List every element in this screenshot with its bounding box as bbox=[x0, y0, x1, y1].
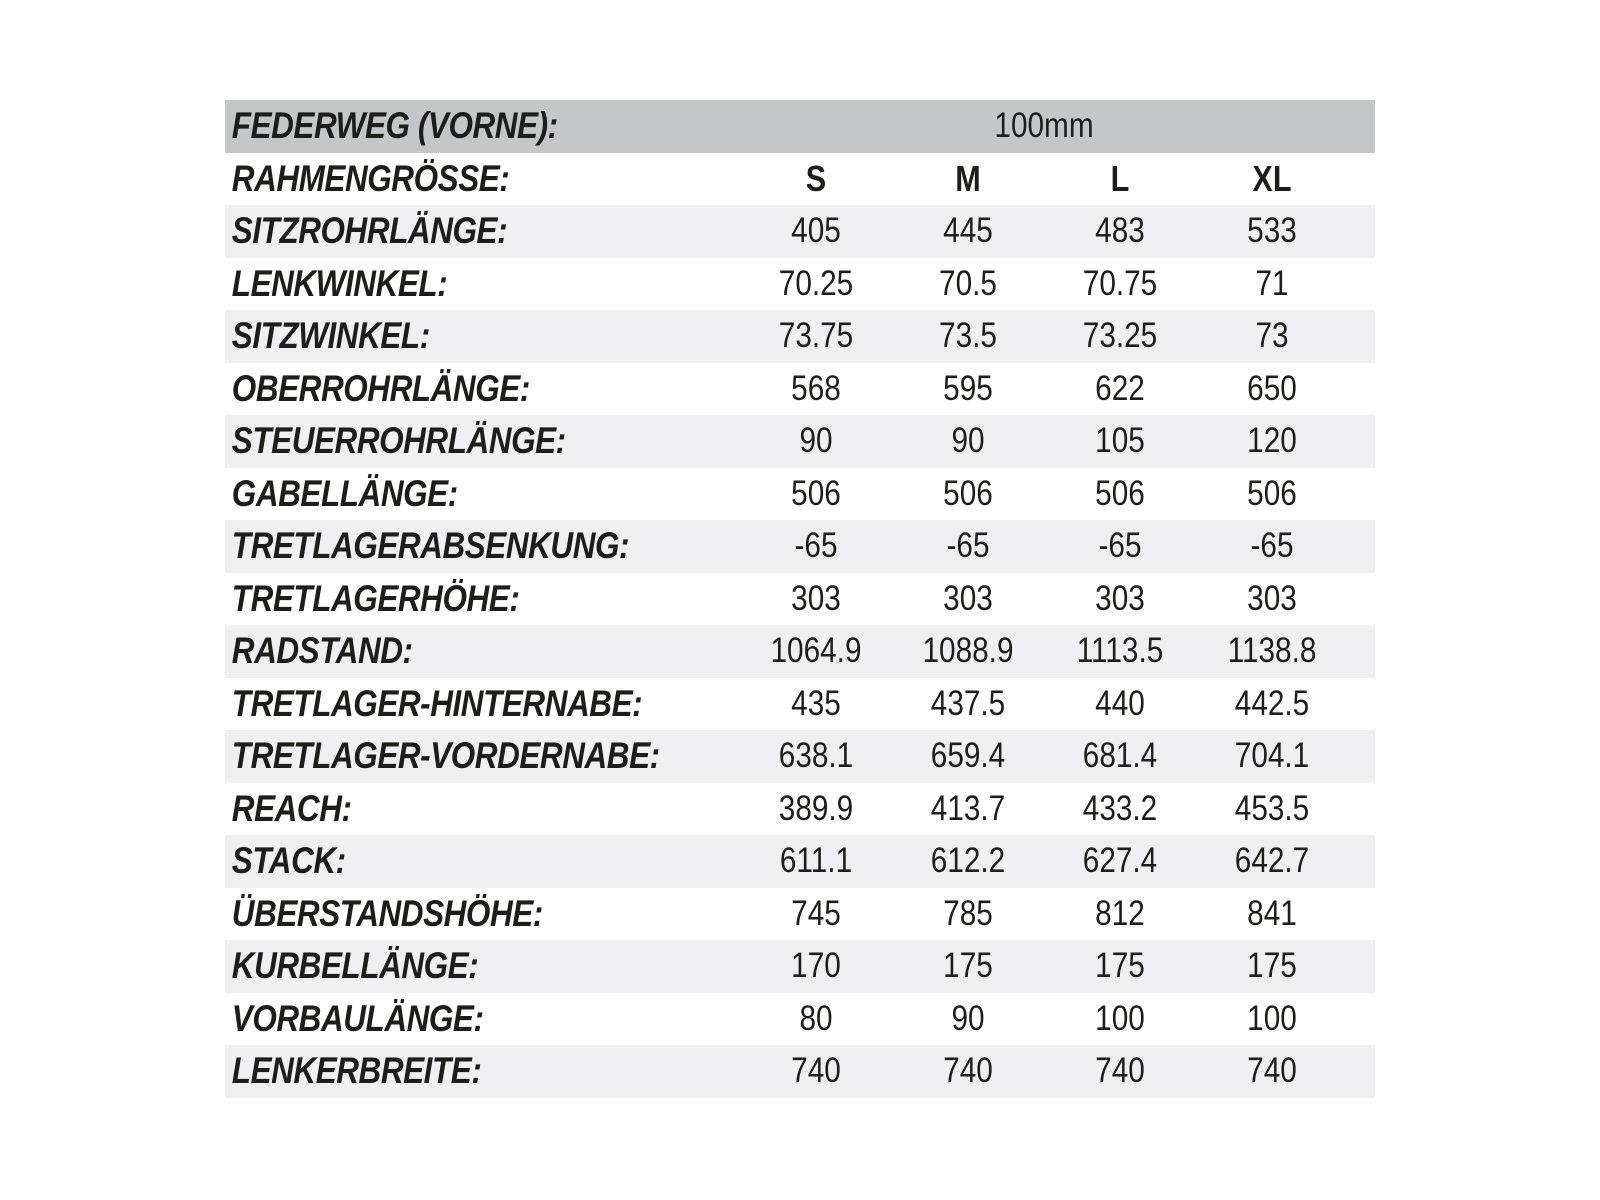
table-row bbox=[225, 835, 1375, 888]
spec-label: VORBAULÄNGE: bbox=[231, 997, 484, 1039]
spec-value-xl: 642.7 bbox=[1234, 841, 1310, 881]
spec-label: REACH: bbox=[231, 787, 352, 829]
table-row bbox=[225, 415, 1375, 468]
spec-value-m: 740 bbox=[943, 1051, 993, 1091]
spec-value-m: 612.2 bbox=[930, 841, 1006, 881]
spec-value-xl: 1138.8 bbox=[1227, 631, 1317, 671]
spec-value-l: 740 bbox=[1095, 1051, 1145, 1091]
spec-value-xl: 73 bbox=[1255, 316, 1289, 356]
travel-header-value: 100mm bbox=[994, 106, 1094, 146]
spec-label: TRETLAGERHÖHE: bbox=[231, 577, 520, 619]
spec-value-xl: 303 bbox=[1247, 578, 1297, 618]
spec-value-m: 506 bbox=[943, 473, 993, 513]
spec-value-m: 595 bbox=[943, 368, 993, 408]
spec-label: LENKWINKEL: bbox=[231, 262, 448, 304]
spec-value-xl: 704.1 bbox=[1234, 736, 1310, 776]
spec-value-s: 405 bbox=[791, 211, 841, 251]
spec-value-s: 435 bbox=[791, 683, 841, 723]
spec-value-m: 659.4 bbox=[930, 736, 1006, 776]
spec-label: ÜBERSTANDSHÖHE: bbox=[231, 892, 543, 934]
spec-value-m: 303 bbox=[943, 578, 993, 618]
spec-label: RADSTAND: bbox=[231, 630, 413, 672]
spec-value-s: 638.1 bbox=[778, 736, 854, 776]
spec-value-s: 745 bbox=[791, 893, 841, 933]
spec-value-l: 483 bbox=[1095, 211, 1145, 251]
spec-value-m: 90 bbox=[951, 421, 985, 461]
spec-value-m: 175 bbox=[943, 946, 993, 986]
spec-label: SITZROHRLÄNGE: bbox=[231, 210, 508, 252]
spec-value-l: 506 bbox=[1095, 473, 1145, 513]
spec-value-s: 170 bbox=[791, 946, 841, 986]
spec-value-xl: -65 bbox=[1250, 526, 1294, 566]
spec-value-l: 175 bbox=[1095, 946, 1145, 986]
spec-label: LENKERBREITE: bbox=[231, 1050, 482, 1092]
bike-geometry-spec-table bbox=[225, 100, 1375, 1098]
travel-header-row bbox=[225, 100, 1375, 153]
table-row bbox=[225, 888, 1375, 941]
table-row bbox=[225, 363, 1375, 416]
spec-value-l: 681.4 bbox=[1082, 736, 1158, 776]
spec-value-s: 80 bbox=[799, 998, 833, 1038]
travel-header-label: FEDERWEG (VORNE): bbox=[231, 105, 558, 147]
spec-value-xl: 506 bbox=[1247, 473, 1297, 513]
spec-value-m: 445 bbox=[943, 211, 993, 251]
size-column-xl: XL bbox=[1252, 157, 1292, 199]
table-row bbox=[225, 940, 1375, 993]
table-row bbox=[225, 468, 1375, 521]
size-column-m: M bbox=[955, 157, 981, 199]
spec-value-l: 433.2 bbox=[1082, 788, 1158, 828]
table-row bbox=[225, 520, 1375, 573]
size-header-label: RAHMENGRÖSSE: bbox=[231, 157, 510, 199]
spec-value-s: 740 bbox=[791, 1051, 841, 1091]
spec-value-s: 303 bbox=[791, 578, 841, 618]
spec-value-l: 1113.5 bbox=[1076, 631, 1164, 671]
spec-value-m: 70.5 bbox=[939, 263, 997, 303]
spec-value-l: 812 bbox=[1095, 893, 1145, 933]
spec-value-l: -65 bbox=[1098, 526, 1142, 566]
spec-value-l: 440 bbox=[1095, 683, 1145, 723]
size-header-row bbox=[225, 153, 1375, 206]
spec-value-l: 73.25 bbox=[1082, 316, 1158, 356]
spec-value-s: 1064.9 bbox=[770, 631, 862, 671]
spec-value-xl: 442.5 bbox=[1234, 683, 1310, 723]
spec-value-s: -65 bbox=[794, 526, 838, 566]
spec-label: SITZWINKEL: bbox=[231, 315, 430, 357]
spec-label: STEUERROHRLÄNGE: bbox=[231, 420, 566, 462]
spec-value-s: 90 bbox=[799, 421, 833, 461]
spec-value-l: 70.75 bbox=[1082, 263, 1158, 303]
spec-label: OBERROHRLÄNGE: bbox=[231, 367, 530, 409]
table-row bbox=[225, 730, 1375, 783]
spec-value-m: 1088.9 bbox=[922, 631, 1014, 671]
table-row bbox=[225, 625, 1375, 678]
spec-value-xl: 533 bbox=[1247, 211, 1297, 251]
spec-value-m: -65 bbox=[946, 526, 990, 566]
spec-value-l: 105 bbox=[1095, 421, 1145, 461]
table-row bbox=[225, 310, 1375, 363]
table-row bbox=[225, 205, 1375, 258]
table-row bbox=[225, 573, 1375, 626]
spec-value-l: 622 bbox=[1095, 368, 1145, 408]
spec-value-xl: 740 bbox=[1247, 1051, 1297, 1091]
spec-label: TRETLAGER-HINTERNABE: bbox=[231, 682, 643, 724]
table-row bbox=[225, 258, 1375, 311]
spec-value-l: 627.4 bbox=[1082, 841, 1158, 881]
spec-value-m: 73.5 bbox=[939, 316, 997, 356]
spec-label: GABELLÄNGE: bbox=[231, 472, 458, 514]
spec-value-s: 568 bbox=[791, 368, 841, 408]
spec-value-m: 437.5 bbox=[930, 683, 1006, 723]
table-row bbox=[225, 1045, 1375, 1098]
table-row bbox=[225, 993, 1375, 1046]
spec-value-xl: 71 bbox=[1255, 263, 1289, 303]
spec-value-xl: 841 bbox=[1247, 893, 1297, 933]
spec-value-l: 303 bbox=[1095, 578, 1145, 618]
spec-value-s: 506 bbox=[791, 473, 841, 513]
spec-value-xl: 100 bbox=[1247, 998, 1297, 1038]
spec-label: TRETLAGER-VORDERNABE: bbox=[231, 735, 660, 777]
spec-value-xl: 453.5 bbox=[1234, 788, 1310, 828]
table-row bbox=[225, 678, 1375, 731]
spec-value-xl: 175 bbox=[1247, 946, 1297, 986]
spec-label: TRETLAGERABSENKUNG: bbox=[231, 525, 630, 567]
table-row bbox=[225, 783, 1375, 836]
spec-value-s: 611.1 bbox=[779, 841, 853, 881]
spec-value-m: 90 bbox=[951, 998, 985, 1038]
size-column-s: S bbox=[805, 157, 827, 199]
spec-value-s: 70.25 bbox=[778, 263, 854, 303]
spec-value-s: 73.75 bbox=[778, 316, 854, 356]
spec-value-m: 413.7 bbox=[930, 788, 1006, 828]
spec-label: KURBELLÄNGE: bbox=[231, 945, 479, 987]
spec-label: STACK: bbox=[231, 840, 346, 882]
spec-value-s: 389.9 bbox=[778, 788, 854, 828]
size-column-l: L bbox=[1110, 157, 1130, 199]
spec-value-l: 100 bbox=[1095, 998, 1145, 1038]
spec-value-xl: 120 bbox=[1247, 421, 1297, 461]
spec-value-m: 785 bbox=[943, 893, 993, 933]
spec-value-xl: 650 bbox=[1247, 368, 1297, 408]
